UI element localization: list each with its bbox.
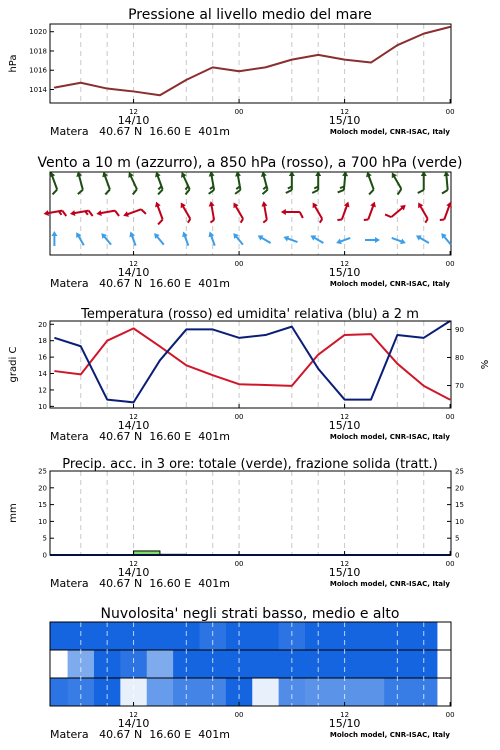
y-tick-label: 12 <box>38 386 47 395</box>
wind-barb-shaft <box>52 174 57 189</box>
wind-barb <box>257 171 271 195</box>
model-label: Moloch model, CNR-ISAC, Italy <box>329 433 450 441</box>
wind-barb-feather <box>338 189 344 193</box>
wind-barb <box>335 235 351 246</box>
wind-barb <box>312 171 321 193</box>
wind-barb <box>364 200 378 222</box>
x-tick-label: 00 <box>234 560 244 568</box>
cloud-cell <box>279 650 306 678</box>
x-tick-label: 12 <box>340 260 350 268</box>
pressure-point <box>80 82 81 83</box>
y-tick-label: 15 <box>38 501 47 510</box>
x-tick-label: 12 <box>340 108 350 116</box>
wind-barb <box>45 171 61 195</box>
x-tick-label: 00 <box>234 108 244 116</box>
wind-arrowhead <box>281 209 286 215</box>
cloud-cell <box>173 650 200 678</box>
wind-arrowhead <box>122 211 129 218</box>
wind-arrowhead <box>208 201 215 207</box>
cloud-cell <box>50 650 68 678</box>
wind-barb-feather <box>141 208 146 215</box>
model-label: Moloch model, CNR-ISAC, Italy <box>329 731 450 739</box>
wind-barb-feather <box>440 218 444 221</box>
wind-barb-shaft <box>314 205 322 219</box>
model-label: Moloch model, CNR-ISAC, Italy <box>329 580 450 588</box>
wind-barb-feather <box>300 212 303 218</box>
y-tick-label: 20 <box>38 320 47 329</box>
wind-barb <box>177 201 194 223</box>
wind-barb-shaft <box>393 175 401 189</box>
wind-barb <box>365 237 380 243</box>
wind-barb <box>230 201 247 223</box>
pressure-point <box>133 91 134 92</box>
wind-barb-feather <box>208 190 214 194</box>
wind-barb <box>207 201 218 223</box>
y-tick-label: 1014 <box>29 86 47 95</box>
cloud-cell <box>358 622 385 650</box>
x-tick-label: 12 <box>129 108 139 116</box>
cloud-cell <box>147 650 174 678</box>
pressure-point <box>159 95 160 96</box>
cloud-cell <box>120 650 147 678</box>
wind-barb <box>123 171 140 195</box>
y-tick-label: 70 <box>455 382 464 391</box>
wind-barb-shaft <box>446 174 447 190</box>
wind-barb <box>152 231 166 246</box>
wind-arrowhead <box>261 201 268 207</box>
x-tick-label: 00 <box>445 413 455 421</box>
x-tick-label: 12 <box>129 413 139 421</box>
wind-barb-shaft <box>368 204 373 219</box>
wind-barb-feather <box>263 220 267 223</box>
cloud-cell <box>68 650 95 678</box>
wind-barb <box>231 231 245 246</box>
cloud-cell <box>94 678 121 706</box>
wind-arrowhead <box>416 201 424 208</box>
date-label: 14/10 <box>117 266 150 279</box>
wind-barb-feather <box>337 218 341 221</box>
y-tick-label: 18 <box>38 337 47 346</box>
cloud-cell <box>199 678 226 706</box>
wind-barb <box>391 235 407 246</box>
wind-arrowhead <box>282 234 289 241</box>
y-tick-label: 5 <box>455 534 460 543</box>
wind-barb <box>260 201 271 223</box>
x-tick-label: 00 <box>234 413 244 421</box>
wind-arrowhead <box>96 210 102 217</box>
cloud-cell <box>384 650 411 678</box>
wind-barb <box>440 171 451 194</box>
cloud-cell <box>411 650 438 678</box>
pressure-point <box>54 87 55 88</box>
chart-title: Precip. acc. in 3 ore: totale (verde), frazione solida (tratt.) <box>62 457 438 472</box>
wind-arrowhead <box>446 201 453 208</box>
wind-barb <box>128 231 139 247</box>
wind-barb-shaft <box>182 205 190 219</box>
wind-arrowhead <box>51 231 57 236</box>
y-tick-label: 16 <box>38 353 47 362</box>
y-axis-label: hPa <box>8 54 19 73</box>
wind-arrowhead <box>310 201 318 208</box>
pressure-point <box>107 88 108 89</box>
date-label: 14/10 <box>117 419 150 432</box>
y-tick-label: 80 <box>455 353 464 362</box>
wind-barb <box>231 171 244 194</box>
x-tick-label: 12 <box>129 260 139 268</box>
wind-barb <box>99 231 113 246</box>
x-tick-label: 12 <box>340 560 350 568</box>
wind-barb <box>122 205 146 221</box>
humidity-line <box>54 321 450 402</box>
x-tick-label: 12 <box>129 560 139 568</box>
x-tick-label: 00 <box>445 260 455 268</box>
cloud-cell <box>358 650 385 678</box>
wind-barb-shaft <box>264 204 267 220</box>
date-label: 15/10 <box>328 419 361 432</box>
wind-barb <box>286 171 295 193</box>
y-tick-label: 0 <box>455 551 460 560</box>
cloud-cell <box>226 678 253 706</box>
y-tick-label: 15 <box>455 501 464 510</box>
x-tick-label: 12 <box>340 413 350 421</box>
wind-barb-feather <box>157 190 164 195</box>
wind-barb <box>72 171 86 195</box>
wind-barb-shaft <box>211 204 214 220</box>
cloud-cell <box>411 678 438 706</box>
date-label: 14/10 <box>117 717 150 730</box>
date-label: 15/10 <box>328 566 361 579</box>
x-tick-label: 00 <box>234 260 244 268</box>
wind-barb-feather <box>184 189 191 194</box>
date-label: 14/10 <box>117 114 150 127</box>
wind-barb-feather <box>240 219 244 223</box>
wind-arrowhead <box>335 239 342 246</box>
cloud-cell <box>226 650 253 678</box>
wind-barb <box>385 200 408 221</box>
wind-barb <box>282 234 298 245</box>
pressure-point <box>344 59 345 60</box>
date-label: 15/10 <box>328 717 361 730</box>
wind-arrowhead <box>414 233 421 241</box>
location-label: Matera 40.67 N 16.60 E 401m <box>50 728 230 741</box>
wind-arrowhead <box>309 233 316 241</box>
cloud-cell <box>252 650 279 678</box>
y-axis-label: mm <box>8 503 19 523</box>
model-label: Moloch model, CNR-ISAC, Italy <box>329 280 450 288</box>
wind-barb-shaft <box>444 204 449 219</box>
plot-frame <box>50 321 451 408</box>
plot-frame <box>50 471 451 555</box>
wind-arrowhead <box>74 231 82 238</box>
y-tick-label: 10 <box>455 517 464 526</box>
wind-barb-feather <box>442 190 448 194</box>
location-label: Matera 40.67 N 16.60 E 401m <box>50 125 230 138</box>
wind-barb-feather <box>385 213 391 220</box>
wind-barb <box>151 201 167 225</box>
chart-title: Vento a 10 m (azzurro), a 850 hPa (rosso), a 700 hPa (verde) <box>37 155 463 171</box>
x-tick-label: 00 <box>445 711 455 719</box>
wind-barb-feather <box>210 220 214 223</box>
wind-barb-feather <box>262 190 269 194</box>
wind-barb-feather <box>368 190 375 195</box>
wind-barb <box>51 231 57 246</box>
wind-arrowhead <box>43 210 49 217</box>
x-tick-label: 00 <box>234 711 244 719</box>
y-tick-label: 20 <box>38 484 47 493</box>
y-tick-label: 0 <box>42 551 47 560</box>
y-tick-label: 25 <box>455 467 464 476</box>
cloud-cell <box>252 678 279 706</box>
pressure-point <box>291 59 292 60</box>
wind-barb <box>74 231 87 247</box>
date-label: 15/10 <box>328 114 361 127</box>
wind-arrowhead <box>370 201 377 208</box>
cloud-cell <box>68 678 95 706</box>
wind-barb-feather <box>131 189 138 194</box>
cloud-cell <box>252 622 279 650</box>
y-tick-label: 20 <box>455 484 464 493</box>
y-tick-label: 25 <box>38 467 47 476</box>
wind-barb <box>151 171 167 195</box>
y-tick-label: 90 <box>455 325 464 334</box>
cloud-cell <box>120 678 147 706</box>
wind-arrowhead <box>400 239 407 246</box>
cloud-cell <box>305 650 332 678</box>
wind-arrowhead <box>256 233 263 241</box>
location-label: Matera 40.67 N 16.60 E 401m <box>50 577 230 590</box>
location-label: Matera 40.67 N 16.60 E 401m <box>50 430 230 443</box>
wind-arrowhead <box>231 201 239 208</box>
wind-barb-shaft <box>99 211 115 214</box>
wind-arrowhead <box>178 201 186 208</box>
cloud-cell <box>94 650 121 678</box>
pressure-point <box>238 71 239 72</box>
cloud-cell <box>331 678 358 706</box>
wind-arrowhead <box>153 201 160 208</box>
wind-barb-feather <box>89 210 93 216</box>
wind-barb-shaft <box>368 174 373 189</box>
wind-barb <box>176 171 193 195</box>
wind-arrowhead <box>375 237 380 243</box>
location-label: Matera 40.67 N 16.60 E 401m <box>50 277 230 290</box>
pressure-point <box>397 45 398 46</box>
pressure-point <box>423 33 424 34</box>
plot-frame <box>50 24 451 103</box>
y-tick-label: 1018 <box>29 47 47 56</box>
wind-barb-shaft <box>235 205 243 219</box>
pressure-point <box>212 67 213 68</box>
wind-barb <box>256 233 272 246</box>
cloud-cell <box>50 678 68 706</box>
wind-barb <box>414 233 430 246</box>
y-tick-label: 10 <box>38 517 47 526</box>
pressure-point <box>370 62 371 63</box>
pressure-line <box>54 27 450 95</box>
wind-barb <box>415 201 432 223</box>
wind-barb <box>418 171 427 193</box>
wind-barb <box>309 233 325 246</box>
chart-title: Nuvolosita' negli strati basso, medio e alto <box>100 606 400 622</box>
wind-barb <box>309 201 326 223</box>
chart-title: Pressione al livello medio del mare <box>128 7 372 23</box>
wind-barb <box>338 171 349 194</box>
temperature-line <box>54 328 450 399</box>
wind-barb-feather <box>187 219 191 223</box>
x-tick-label: 00 <box>445 560 455 568</box>
wind-barb-feather <box>364 218 368 221</box>
wind-barb-feather <box>424 219 428 223</box>
pressure-point <box>318 54 319 55</box>
wind-barb-feather <box>62 210 66 216</box>
x-tick-label: 12 <box>129 711 139 719</box>
cloud-cell <box>331 650 358 678</box>
cloud-cell <box>279 678 306 706</box>
wind-barb-feather <box>319 219 323 223</box>
cloud-cell <box>173 678 200 706</box>
cloud-cell <box>147 678 174 706</box>
wind-barb-shaft <box>420 205 428 219</box>
y-tick-label: 1020 <box>29 28 47 37</box>
wind-barb-feather <box>157 220 164 225</box>
wind-barb <box>440 200 454 222</box>
cloud-cell <box>384 678 411 706</box>
wind-barb <box>43 207 66 220</box>
wind-barb-feather <box>115 210 119 216</box>
y-axis-label: gradi C <box>8 346 19 383</box>
cloud-cell <box>358 678 385 706</box>
cloud-cell <box>50 622 68 650</box>
wind-barb <box>180 231 191 247</box>
y-tick-label: 1016 <box>29 66 47 75</box>
cloud-cell <box>147 622 174 650</box>
y-tick-label: 10 <box>38 402 47 411</box>
wind-barb <box>98 171 114 195</box>
wind-barb-feather <box>286 190 292 193</box>
wind-barb-feather <box>418 190 424 193</box>
pressure-point <box>265 67 266 68</box>
wind-barb-feather <box>312 190 318 193</box>
cloud-cell <box>305 678 332 706</box>
model-label: Moloch model, CNR-ISAC, Italy <box>329 128 450 136</box>
cloud-cell <box>199 650 226 678</box>
wind-barb-shaft <box>157 204 162 219</box>
x-tick-label: 00 <box>445 108 455 116</box>
wind-barb <box>362 171 378 195</box>
chart-title: Temperatura (rosso) ed umidita' relativa (blu) a 2 m <box>81 307 419 322</box>
date-label: 14/10 <box>117 566 150 579</box>
pressure-point <box>186 79 187 80</box>
y-tick-label: 5 <box>42 534 47 543</box>
x-tick-label: 12 <box>340 711 350 719</box>
wind-barb <box>207 231 218 247</box>
wind-barb-feather <box>235 190 241 194</box>
wind-barb <box>387 171 406 195</box>
wind-barb <box>205 171 218 194</box>
y-axis-label-right: % <box>480 359 491 370</box>
wind-arrowhead <box>69 210 75 217</box>
date-label: 15/10 <box>328 266 361 279</box>
wind-barb-feather <box>51 190 58 195</box>
y-tick-label: 14 <box>38 370 47 379</box>
